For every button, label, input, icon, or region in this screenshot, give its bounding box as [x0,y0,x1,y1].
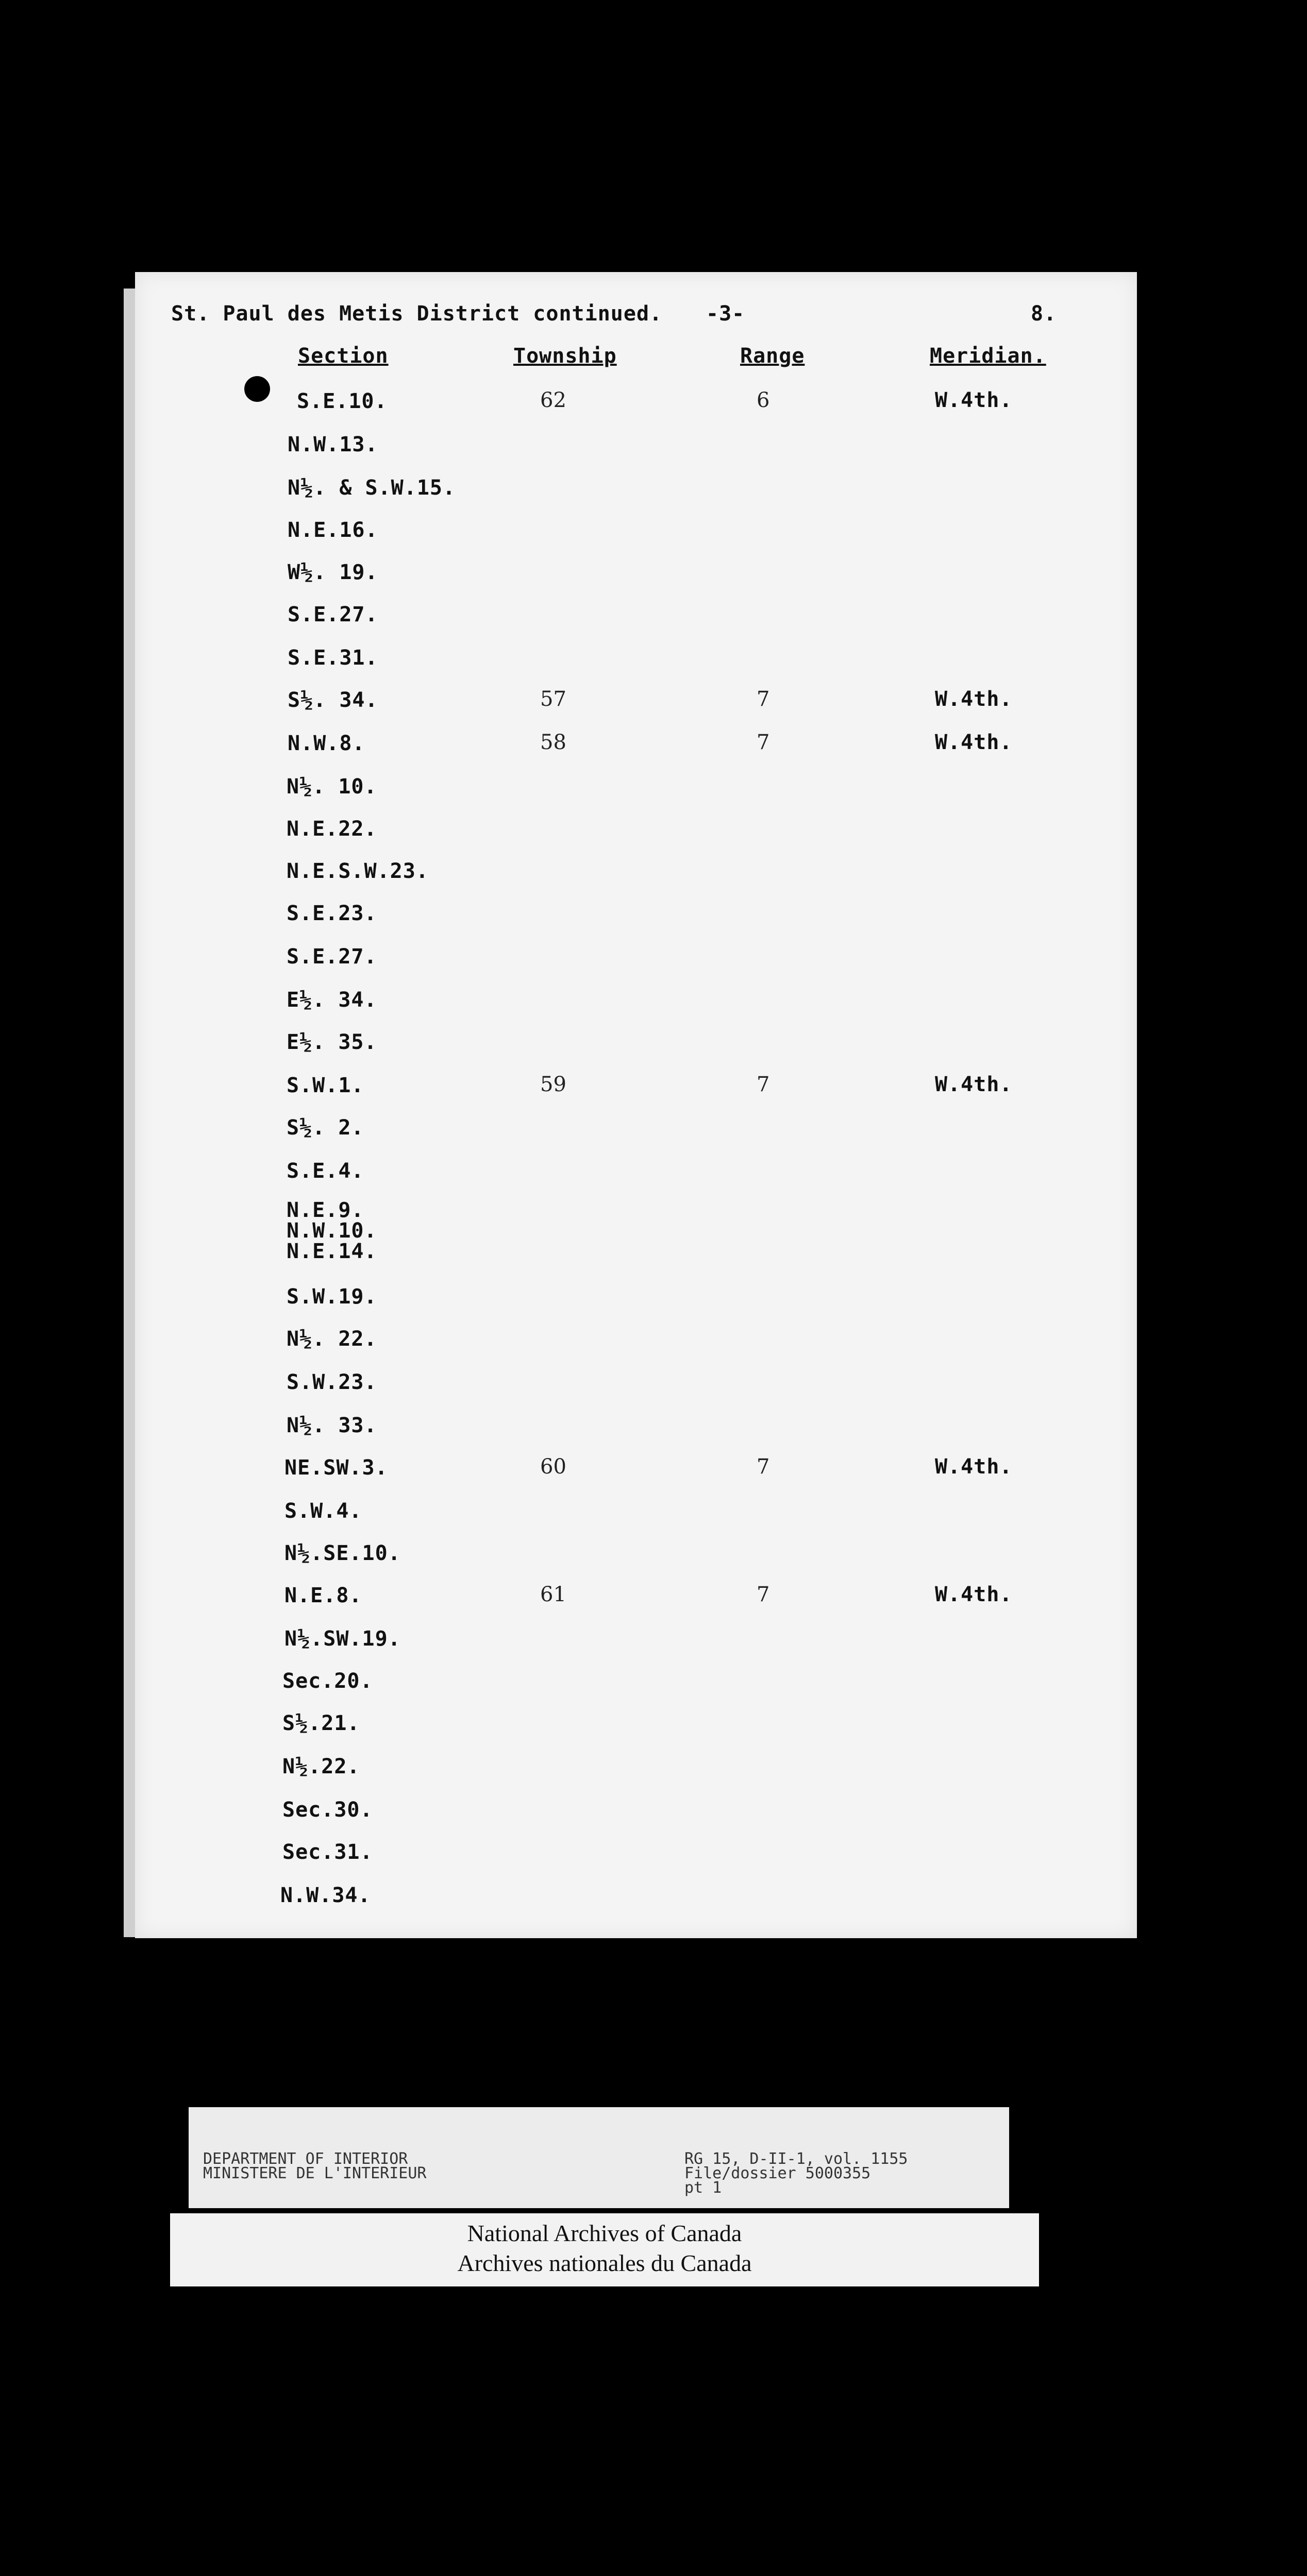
section-cell: S½.21. [282,1711,360,1735]
township-cell: 62 [540,388,566,412]
section-cell: N.W.34. [280,1884,371,1907]
township-cell: 61 [540,1583,566,1606]
meridian-cell: W.4th. [935,687,1013,711]
section-cell: N.W.13. [288,433,378,456]
section-cell: NE.SW.3. [284,1456,388,1480]
column-header-section: Section [298,344,389,368]
section-cell: S.E.27. [288,603,378,626]
township-cell: 58 [540,731,566,754]
section-cell: E½. 34. [287,988,377,1012]
department-fr: MINISTERE DE L'INTERIEUR [203,2164,427,2182]
section-cell: Sec.31. [282,1840,373,1864]
archives-name-en: National Archives of Canada [467,2220,742,2246]
department-en: DEPARTMENT OF INTERIOR [203,2150,408,2168]
section-cell: S.E.31. [288,646,378,670]
section-cell: Sec.20. [282,1669,373,1693]
part-reference: pt 1 [684,2179,722,2197]
range-cell: 6 [757,388,770,412]
section-cell: N.E.22. [287,817,377,841]
record-group-reference: RG 15, D-II-1, vol. 1155 [684,2150,908,2168]
punch-mark [244,376,270,402]
archives-name-label [170,2213,1039,2286]
range-cell: 7 [757,1073,770,1096]
section-cell: S.W.23. [287,1370,377,1394]
archives-name-fr: Archives nationales du Canada [457,2250,752,2276]
meridian-cell: W.4th. [935,1455,1013,1479]
section-cell: S.E.4. [287,1159,364,1183]
section-cell: N.E.9. [287,1198,364,1222]
section-cell: S.W.19. [287,1285,377,1309]
section-cell: N.E.14. [287,1240,377,1263]
section-cell: N½.SE.10. [284,1541,401,1565]
range-cell: 7 [757,1455,770,1479]
page-number: 8. [1031,302,1057,326]
file-reference: File/dossier 5000355 [684,2164,871,2182]
section-cell: N.E.8. [284,1584,362,1607]
section-cell: N.E.16. [288,518,378,542]
range-cell: 7 [757,1583,770,1606]
section-cell: E½. 35. [287,1030,377,1054]
section-cell: N.W.8. [288,732,365,755]
township-cell: 59 [540,1073,566,1096]
range-cell: 7 [757,731,770,754]
column-header-meridian: Meridian. [930,344,1046,368]
column-header-range: Range [740,344,805,368]
section-cell: N½. 22. [287,1327,377,1351]
section-cell: S½. 2. [287,1116,364,1140]
page-marker: -3- [706,302,745,326]
section-cell: N½. 33. [287,1414,377,1437]
range-cell: 7 [757,687,770,711]
section-cell: Sec.30. [282,1798,373,1822]
section-cell: N½. & S.W.15. [288,476,456,500]
township-cell: 57 [540,687,566,711]
meridian-cell: W.4th. [935,1583,1013,1606]
section-cell: W½. 19. [288,561,378,584]
section-cell: N.E.S.W.23. [287,859,429,883]
section-cell: S.E.23. [287,902,377,925]
section-cell: N.W.10. [287,1219,377,1243]
section-cell: N½.22. [282,1755,360,1778]
section-cell: N½. 10. [287,775,377,799]
archive-reference-label [189,2107,1009,2208]
meridian-cell: W.4th. [935,388,1013,412]
meridian-cell: W.4th. [935,1073,1013,1096]
township-cell: 60 [540,1455,566,1479]
section-cell: S.E.10. [297,389,388,413]
section-cell: S.E.27. [287,945,377,969]
section-cell: N½.SW.19. [284,1627,401,1651]
document-header-title: St. Paul des Metis District continued. [171,302,663,326]
section-cell: S.W.4. [284,1499,362,1523]
section-cell: S½. 34. [288,688,378,712]
meridian-cell: W.4th. [935,731,1013,754]
section-cell: S.W.1. [287,1074,364,1097]
column-header-township: Township [513,344,617,368]
